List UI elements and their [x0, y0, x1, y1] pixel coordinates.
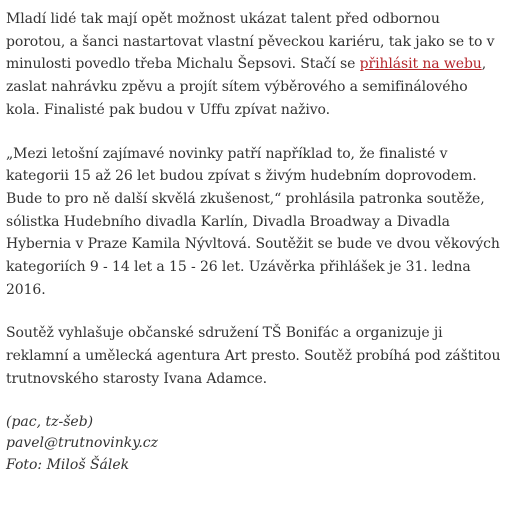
paragraph-organizer: Soutěž vyhlašuje občanské sdružení TŠ Bonifác a organizuje ji reklamní a umělecká agentura Art presto. Soutěž probíhá pod záštitou trutnovského starosty Ivana Adamce. [6, 325, 501, 387]
paragraph-registration [6, 8, 501, 122]
paragraph-registration-text-end: , zaslat nahrávku zpěvu a projít sítem výběrového a semifinálového kola. Finalisté pak budou v Uffu zpívat naživo. [6, 56, 487, 118]
credits-photo: Foto: Miloš Šálek [6, 456, 130, 473]
paragraph-quote: „Mezi letošní zajímavé novinky patří například to, že finalisté v kategorii 15 až 26 let budou zpívat s živým hudebním doprovodem. Bude to pro ně další skvělá zkušenost,“ prohlásila patronka soutěže, sólistka Hudebního divadla Karlín, Divadla Broadway a Divadla Hybernia v Praze Kamila Nývltová. Soutěžit se bude ve dvou věkových kategoriích 9 - 14 let a 15 - 26 let. Uzávěrka přihlášek je 31. ledna 2016. [6, 145, 500, 298]
credits-authors: (pac, tz-šeb) [6, 413, 94, 430]
paragraph-registration-text-start: Mladí lidé tak mají opět možnost ukázat talent před odbornou porotou, a šanci nastartovat vlastní pěveckou kariéru, tak jako se to v minulosti povedlo třeba Michalu Šepsovi. Stačí se [6, 11, 495, 73]
credits-email: pavel@trutnovinky.cz [6, 435, 158, 452]
register-on-web-link[interactable]: přihlásit na webu [359, 56, 482, 73]
article-credits [6, 412, 501, 477]
